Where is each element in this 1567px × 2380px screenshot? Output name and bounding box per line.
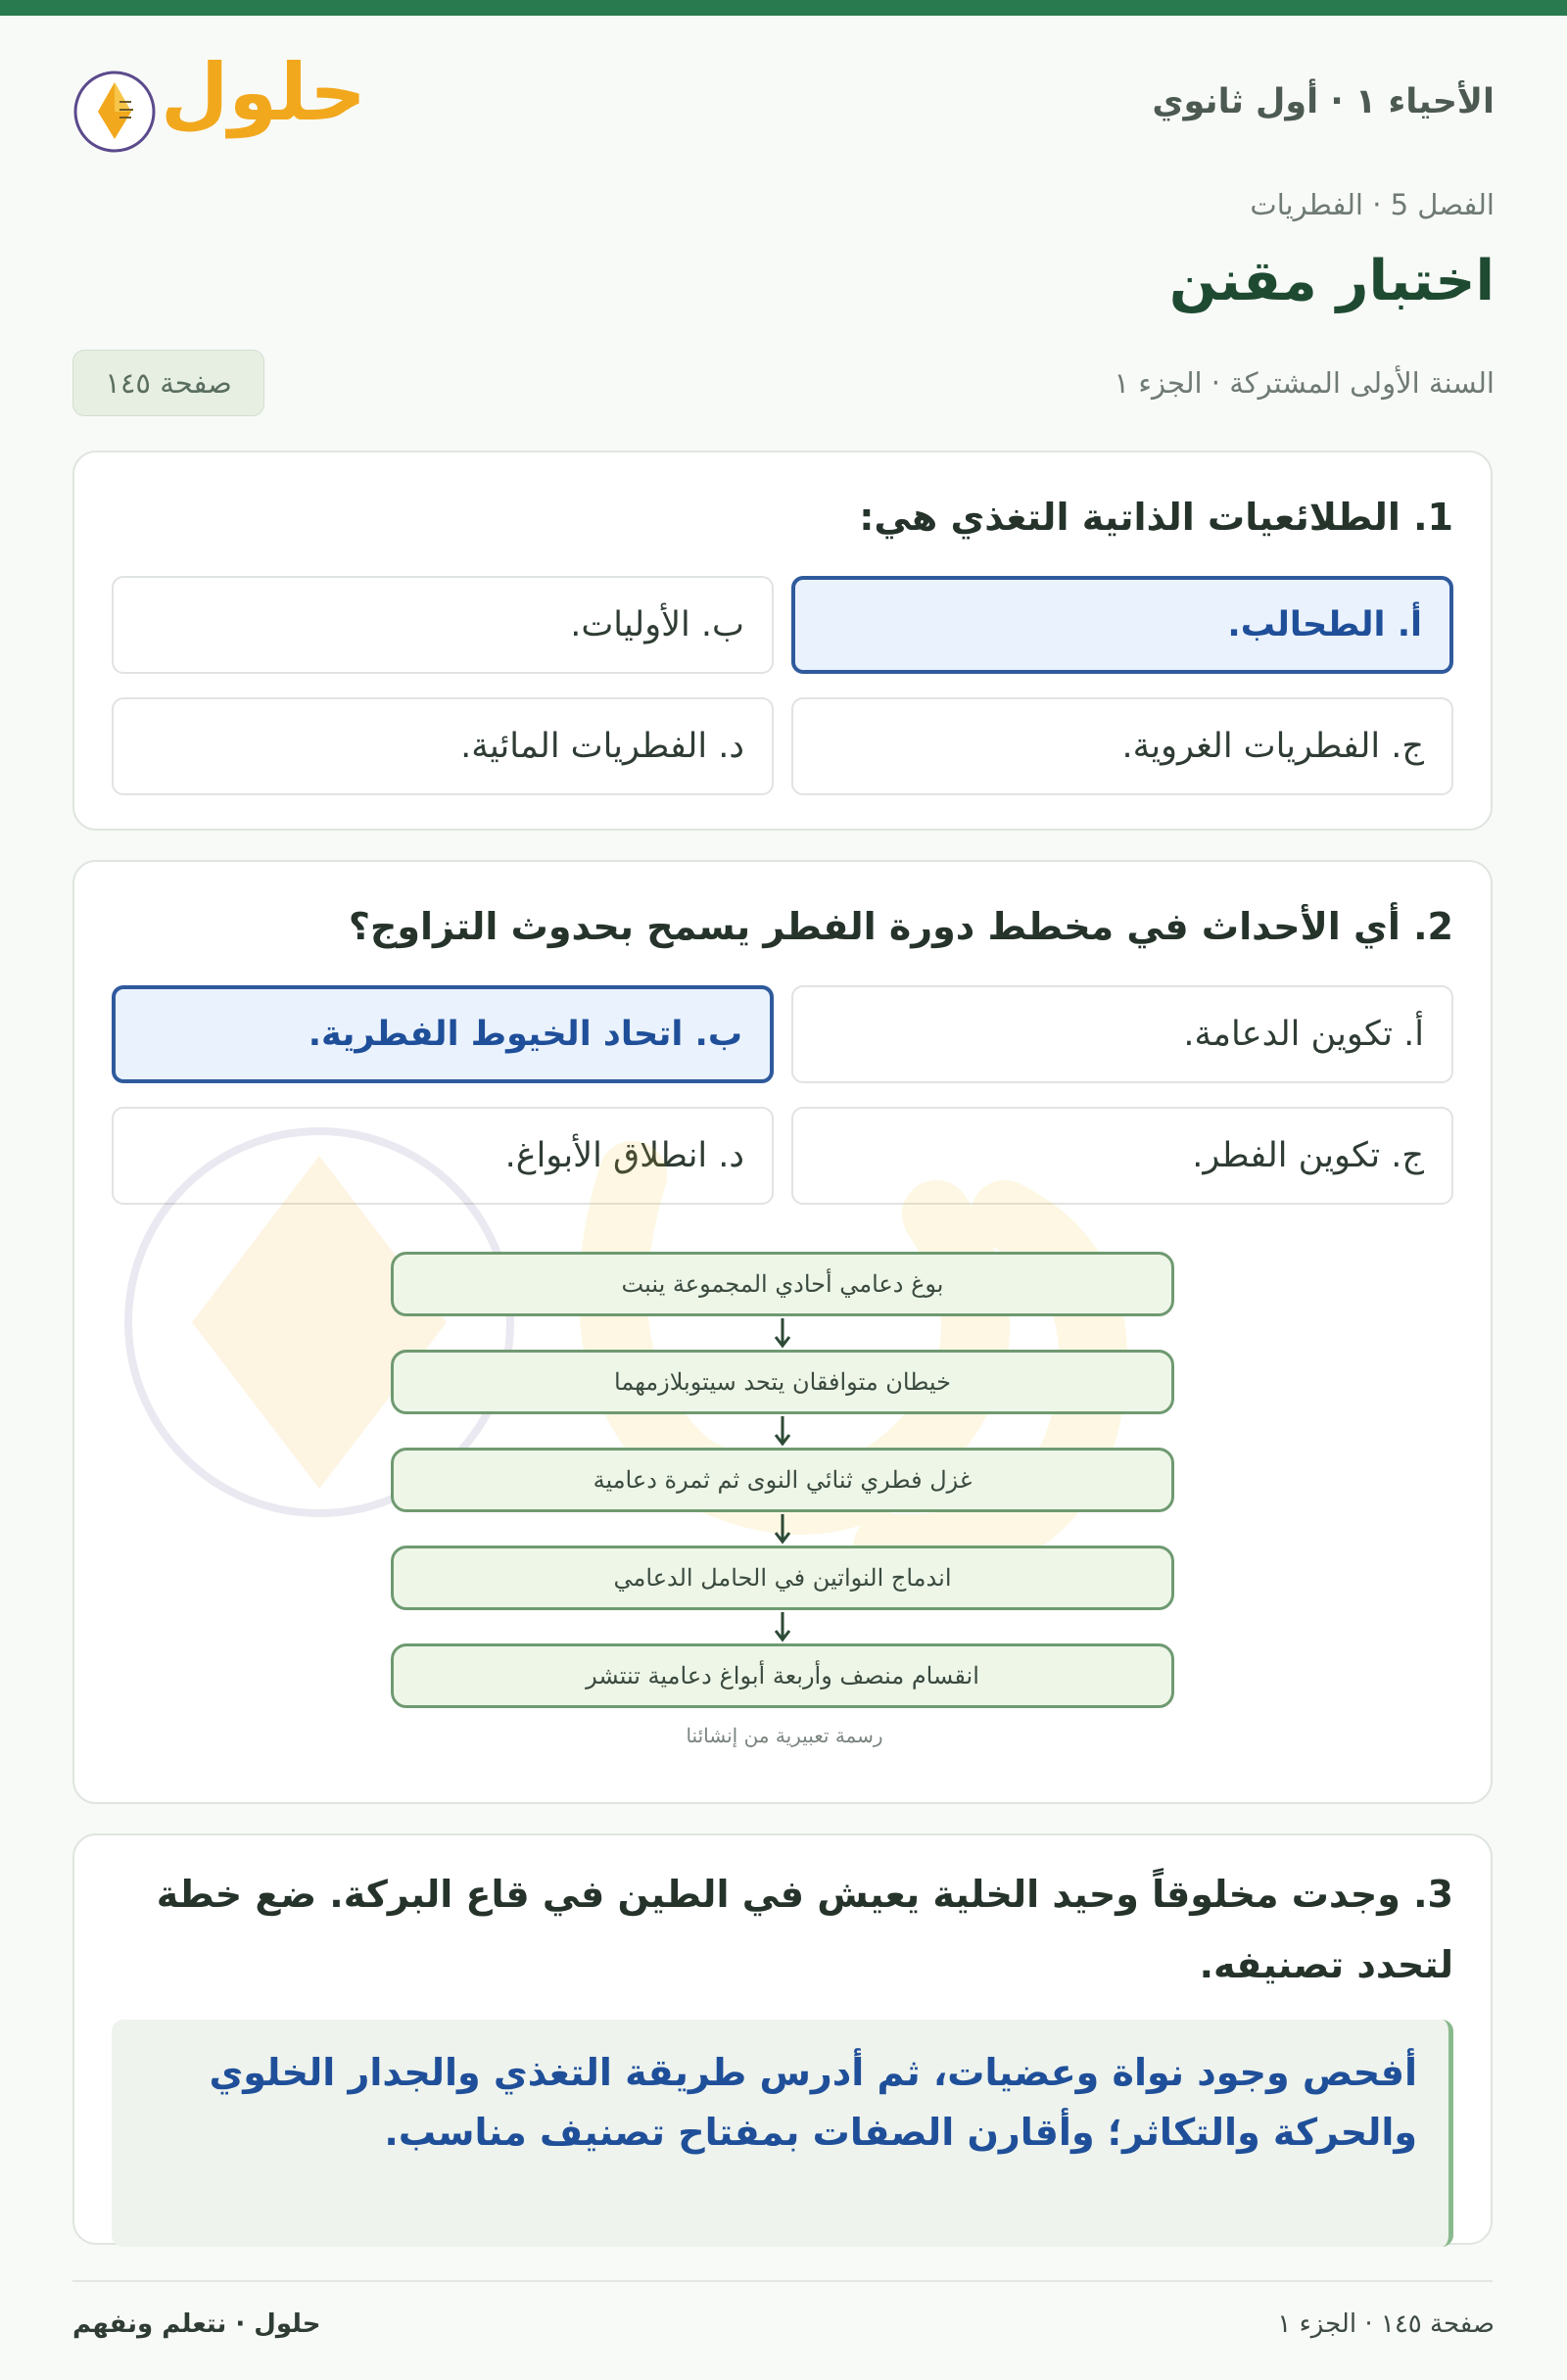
- option-a[interactable]: أ. الطحالب.: [791, 576, 1453, 674]
- option-b[interactable]: ب. اتحاد الخيوط الفطرية.: [112, 985, 774, 1083]
- flow-step-3: غزل فطري ثنائي النوى ثم ثمرة دعامية: [391, 1448, 1174, 1512]
- down-arrow-icon: [773, 1414, 792, 1448]
- question-card-3: [72, 1833, 1493, 2245]
- option-c[interactable]: ج. الفطريات الغروية.: [791, 697, 1453, 795]
- flow-step-1: بوغ دعامي أحادي المجموعة ينبت: [391, 1252, 1174, 1316]
- flow-step-5: انقسام منصف وأربعة أبواغ دعامية تنتشر: [391, 1643, 1174, 1708]
- year-part-label: السنة الأولى المشتركة · الجزء ١: [1114, 366, 1495, 400]
- footer-page-info: صفحة ١٤٥ · الجزء ١: [1277, 2309, 1495, 2339]
- flow-step-2: خيطان متوافقان يتحد سيتوبلازمهما: [391, 1350, 1174, 1414]
- option-b[interactable]: ب. الأوليات.: [112, 576, 774, 674]
- top-accent-bar: [0, 0, 1567, 16]
- page-title: اختبار مقنن: [1168, 249, 1495, 313]
- logo-wordmark: حلول: [161, 47, 366, 138]
- option-d[interactable]: د. انطلاق الأبواغ.: [112, 1107, 774, 1205]
- page-badge: صفحة ١٤٥: [72, 350, 264, 416]
- answer-line-2: والحركة والتكاثر؛ وأقارن الصفات بمفتاح تصنيف مناسب.: [384, 2110, 1417, 2154]
- option-a[interactable]: أ. تكوين الدعامة.: [791, 985, 1453, 1083]
- down-arrow-icon: [773, 1610, 792, 1643]
- answer-box: [112, 2020, 1453, 2247]
- question-card-1: [72, 451, 1493, 831]
- option-d[interactable]: د. الفطريات المائية.: [112, 697, 774, 795]
- diagram-caption: رسمة تعبيرية من إنشائنا: [686, 1724, 883, 1747]
- chapter-label: الفصل 5 · الفطريات: [1250, 188, 1495, 221]
- subject-label: الأحياء ١ · أول ثانوي: [1152, 82, 1495, 121]
- option-c[interactable]: ج. تكوين الفطر.: [791, 1107, 1453, 1205]
- question-text: 1. الطلائعيات الذاتية التغذي هي:: [859, 496, 1453, 539]
- hulul-logo: [72, 47, 366, 159]
- answer-line-1: أفحص وجود نواة وعضيات، ثم أدرس طريقة التغذي والجدار الخلوي: [209, 2051, 1417, 2094]
- question-text-line-1: 3. وجدت مخلوقاً وحيد الخلية يعيش في الطين في قاع البركة. ضع خطة: [156, 1873, 1453, 1916]
- footer-brand: حلول · نتعلم ونفهم: [72, 2309, 321, 2339]
- down-arrow-icon: [773, 1316, 792, 1350]
- question-text: 2. أي الأحداث في مخطط دورة الفطر يسمح بحدوث التزاوج؟: [348, 905, 1453, 948]
- down-arrow-icon: [773, 1512, 792, 1546]
- footer-divider: [72, 2280, 1493, 2282]
- question-card-2: [72, 860, 1493, 1804]
- flow-step-4: اندماج النواتين في الحامل الدعامي: [391, 1546, 1174, 1610]
- question-text-line-2: لتحدد تصنيفه.: [1199, 1943, 1453, 1986]
